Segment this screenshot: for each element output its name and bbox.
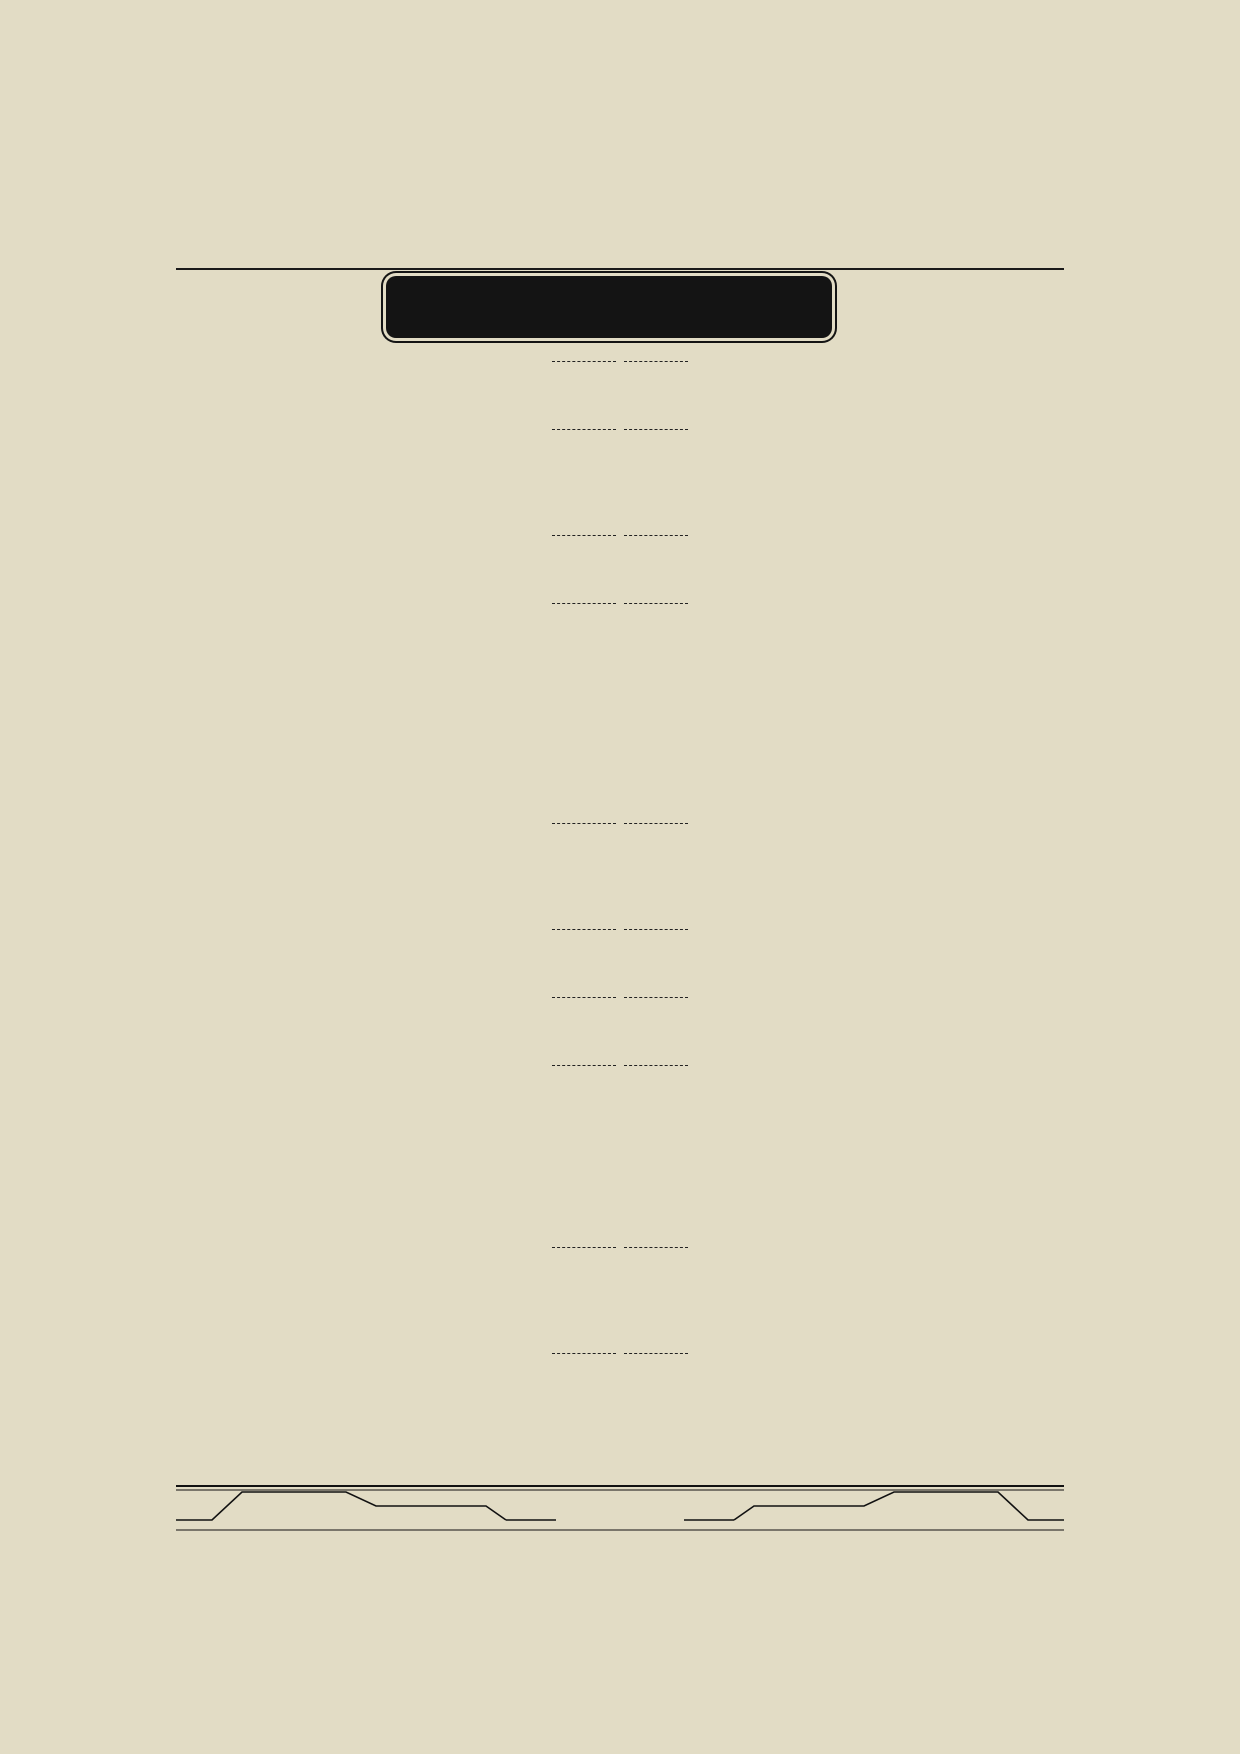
toc-entry (176, 550, 1064, 588)
toc-line[interactable] (176, 1194, 914, 1232)
section-heading (176, 984, 1064, 1010)
entry-lines (176, 618, 914, 656)
entry-lines (176, 1368, 914, 1482)
heading-dash-rule (624, 1247, 688, 1248)
heading-dash-rule (552, 603, 616, 604)
heading-dash-rule (552, 823, 616, 824)
toc-line[interactable] (176, 694, 914, 732)
entry-lines (176, 444, 914, 520)
toc-entry (176, 1012, 1064, 1050)
section-heading (176, 1234, 1064, 1260)
table-of-contents (176, 346, 1064, 1482)
entry-lines (176, 694, 914, 732)
entry-lines (176, 550, 914, 588)
heading-dash-rule (552, 535, 616, 536)
toc-line[interactable] (176, 618, 914, 656)
heading-dash-rule (552, 361, 616, 362)
entry-lines (176, 376, 914, 414)
entry-lines (176, 944, 914, 982)
toc-entry (176, 838, 1064, 876)
toc-entry (176, 1080, 1064, 1232)
entry-lines (176, 876, 914, 914)
heading-dash-rule (624, 1353, 688, 1354)
section-heading (176, 348, 1064, 374)
toc-line[interactable] (176, 1406, 914, 1444)
entry-lines (176, 1080, 914, 1232)
entry-lines (176, 770, 914, 808)
toc-entry (176, 694, 1064, 732)
toc-line[interactable] (176, 838, 914, 876)
heading-dash-rule (552, 1353, 616, 1354)
toc-line[interactable] (176, 1080, 914, 1118)
entry-lines (176, 1262, 914, 1338)
heading-dash-rule (552, 929, 616, 930)
heading-dash-rule (624, 429, 688, 430)
toc-line[interactable] (176, 732, 914, 770)
toc-line[interactable] (176, 1300, 914, 1338)
toc-line[interactable] (176, 656, 914, 694)
heading-dash-rule (552, 997, 616, 998)
toc-line[interactable] (176, 482, 914, 520)
section-heading (176, 1052, 1064, 1078)
page-footer (176, 1484, 1064, 1532)
toc-entry (176, 656, 1064, 694)
section-heading (176, 810, 1064, 836)
heading-dash-rule (624, 997, 688, 998)
toc-line[interactable] (176, 376, 914, 414)
section-heading (176, 1340, 1064, 1366)
toc-line[interactable] (176, 1118, 914, 1156)
contents-title-banner (386, 276, 832, 338)
toc-entry (176, 1262, 1064, 1338)
entry-lines (176, 1012, 914, 1050)
heading-dash-rule (624, 823, 688, 824)
entry-lines (176, 656, 914, 694)
toc-line[interactable] (176, 944, 914, 982)
toc-line[interactable] (176, 1444, 914, 1482)
footer-frame-ornament (176, 1484, 1064, 1532)
heading-dash-rule (552, 1247, 616, 1248)
toc-line[interactable] (176, 1368, 914, 1406)
heading-dash-rule (624, 603, 688, 604)
toc-entry (176, 732, 1064, 770)
toc-line[interactable] (176, 444, 914, 482)
section-heading (176, 916, 1064, 942)
toc-line[interactable] (176, 1012, 914, 1050)
toc-entry (176, 944, 1064, 982)
toc-line[interactable] (176, 876, 914, 914)
toc-entry (176, 1368, 1064, 1482)
toc-entry (176, 376, 1064, 414)
entry-lines (176, 732, 914, 770)
heading-dash-rule (624, 929, 688, 930)
toc-line[interactable] (176, 770, 914, 808)
heading-dash-rule (624, 535, 688, 536)
toc-line[interactable] (176, 1156, 914, 1194)
heading-dash-rule (624, 361, 688, 362)
toc-entry (176, 876, 1064, 914)
toc-line[interactable] (176, 1262, 914, 1300)
heading-dash-rule (624, 1065, 688, 1066)
toc-line[interactable] (176, 550, 914, 588)
entry-lines (176, 838, 914, 876)
section-heading (176, 590, 1064, 616)
section-heading (176, 522, 1064, 548)
toc-entry (176, 618, 1064, 656)
heading-dash-rule (552, 429, 616, 430)
top-divider (176, 268, 1064, 270)
section-heading (176, 416, 1064, 442)
toc-entry (176, 444, 1064, 520)
toc-entry (176, 770, 1064, 808)
heading-dash-rule (552, 1065, 616, 1066)
